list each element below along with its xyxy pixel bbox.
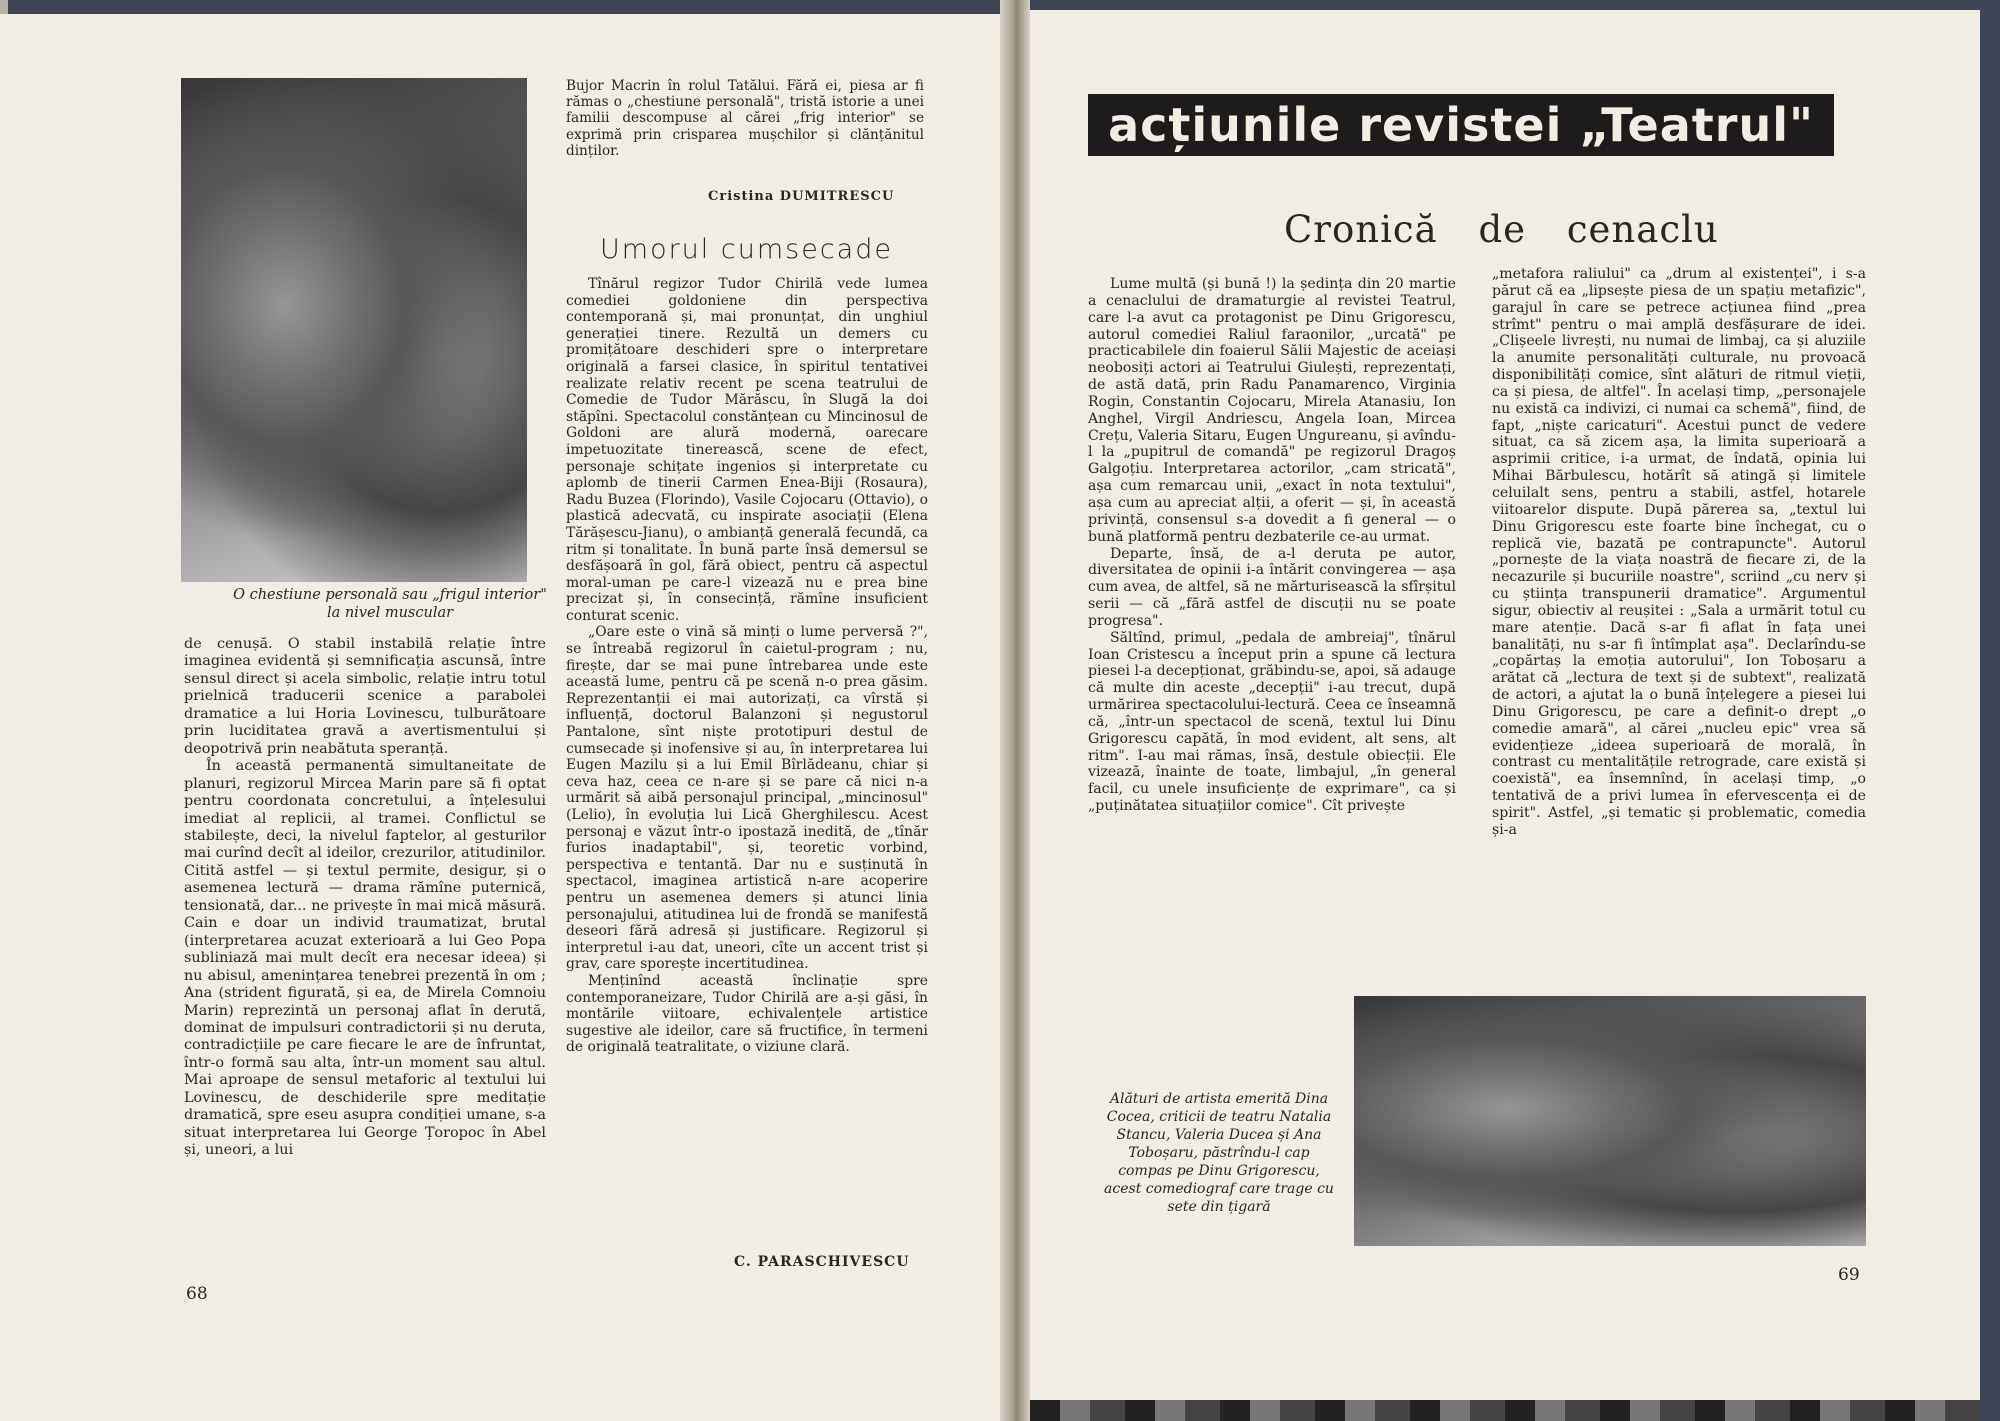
right-photo: [1354, 996, 1866, 1246]
page-number-right: 69: [1838, 1265, 1860, 1285]
article-column: [566, 276, 928, 1056]
left-bottom-column: [184, 636, 546, 1160]
left-page: [0, 14, 1012, 1421]
paragraph: Săltînd, primul, „pedala de ambreiaj", tînărul Ioan Cristescu a început prin a spune că lectura piesei l-a decepționat, grăbindu-se, apoi, să adauge că multe din aceste „decepții" i-au trecut, după urmărirea spectacolului-lectură. Ceea ce înseamnă că, „într-un spectacol de scenă, textul lui Dinu Grigorescu capătă, în mod evident, alt sens, alt ritm". I-au mai rămas, însă, destule obiecții. Ele vizează, înainte de toate, limbajul, „în general facil, cu unele insuficiențe de exprimare", ca și „puținătatea situațiilor comice". Cît privește: [1088, 629, 1456, 815]
left-photo-caption: O chestiune personală sau „frigul interior" la nivel muscular: [233, 587, 547, 621]
bottom-edge-strip: [1030, 1400, 1980, 1421]
article-paragraph: Tînărul regizor Tudor Chirilă vede lumea comediei goldoniene din perspectiva contemporană și, mai pronunțat, din unghiul generației tinere. Rezultă un demers cu promițătoare deschideri spre o interpretare originală a farsei clasice, în spiritul tentativei realizate relativ recent pe scena teatrului de Comedie de Tudor Mărăscu, în Slugă la doi stăpîni. Spectacolul constănțean cu Mincinosul de Goldoni are alură modernă, oarecare impetuozitate tinerească, scene de efect, personaje schițate ingenios și interpretate cu aplomb de tinerii Carmen Enea-Biji (Rosaura), Radu Buzea (Florindo), Vasile Cojocaru (Ottavio), o plastică adecvată, cu inspirate asociații (Elena Tărășescu-Jianu), o ambianță generală fecundă, ca ritm și tonalitate. În bună parte însă demersul se desfășoară în gol, fără obiect, pentru că aspectul moral-uman pe care-l vizează nu e prea bine precizat și, în consecință, rămîne insuficient conturat scenic.: [566, 276, 928, 624]
right-photo-caption: Alături de artista emerită Dina Cocea, criticii de teatru Natalia Stancu, Valeria Ducea și Ana Toboșaru, păstrîndu-l cap compas pe Dinu Grigorescu, acest comediograf care trage cu sete din țigară: [1104, 1091, 1334, 1215]
paragraph: Lume multă (și bună !) la ședința din 20 martie a cenaclului de dramaturgie al revistei Teatrul, care l-a avut ca protagonist pe Dinu Grigorescu, autorul comediei Raliul faraonilor, „urcată" pe practicabilele din foaierul Sălii Majestic de aceiași neobosiți actori ai Teatrului Giulești, reprezentați, de astă dată, prin Radu Panamarenco, Virginia Rogin, Constantin Cojocaru, Mirela Atanasiu, Ion Anghel, Virgil Andriescu, Angela Ioan, Mircea Crețu, Valeria Sitaru, Eugen Ungureanu, și avîndu-l la „pupitrul de comandă" pe regizorul Dragoș Galgoțiu. Interpretarea actorilor, „cam stricată", așa cum remarcau unii, „exact în nota textului", așa cum au apreciat alții, a oferit — și, în această privință, consensul s-a dovedit a fi general — o bună platformă pentru dezbaterile ce-au urmat.: [1088, 276, 1456, 545]
article-paragraph: Menținînd această înclinație spre contemporaneizare, Tudor Chirilă are a-și găsi, în montările viitoare, echivalențele artistice sugestive ale ideilor, care să fructifice, în termeni de originală teatralitate, o viziune clară.: [566, 972, 928, 1056]
article-heading: Cronică de cenaclu: [1284, 208, 1719, 251]
article-paragraph: „Oare este o vină să minți o lume perversă ?", se întreabă regizorul în caietul-program ; nu, firește, dar se mai pune întrebarea unde este această lume, pentru că pe scenă n-o prea găsim. Reprezentanții ei mai autorizați, ca vîrstă și influență, doctorul Balanzoni și negustorul Pantalone, sînt niște prototipuri destul de cumsecade și inofensive și au, în interpretarea lui Eugen Mazilu și a lui Emil Bîrlădeanu, chiar și ceva haz, ceea ce n-are și se pare că nici n-a urmărit să aibă personajul principal, „mincinosul" (Lelio), în evoluția lui Lică Gherghilescu. Acest personaj e văzut într-o ipostază inedită, de „tînăr furios inadaptabil", și, teoretic vorbind, perspectiva e tentantă. Dar nu e susținută în spectacol, imaginea artistică n-are acoperire pentru un asemenea demers și atunci linia personajului, atitudinea lui de frondă se manifestă deseori fără adresă și justificare. Regizorul și interpretul i-au dat, uneori, cîte un accent trist și grav, care sporește incertitudinea.: [566, 624, 928, 973]
right-page: [1016, 10, 1980, 1400]
paragraph: de cenușă. O stabil instabilă relație între imaginea evidentă și semnificația ascunsă, între sensul direct și acela simbolic, relație intru totul prielnică traducerii scenice a parabolei dramatice a lui Horia Lovinescu, tulburătoare prin luciditatea gravă a avertismentului și deopotrivă prin neabătuta speranță.: [184, 636, 546, 757]
right-col-1: [1088, 276, 1456, 815]
intro-paragraph: Bujor Macrin în rolul Tatălui. Fără ei, piesa ar fi rămas o „chestiune personală", tristă istorie a unei familii descompuse al cărei „frig interior" se exprimă prin crisparea mușchilor și clănțănitul dinților.: [566, 78, 924, 159]
right-col-2: [1492, 266, 1866, 839]
paragraph: „metafora raliului" ca „drum al existenței", i s-a părut că ea „lipsește piesa de un spațiu metafizic", garajul în care se petrece acțiunea fiind „prea strîmt" pentru o mai amplă desfășurare de idei. „Clișeele livrești, nu numai de limbaj, ca și aluziile la anumite personalități culturale, nu provoacă disponibilități comice, sînt alături de ritmul vieții, ca și piesa, de altfel". În același timp, „personajele nu există ca indivizi, ci numai ca schemă", fiind, de fapt, „niște caricaturi". Acestui punct de vedere situat, ca să zicem așa, la limita superioară a asprimii critice, i-a urmat, de îndată, opinia lui Mihai Bărbulescu, hotărît să atingă și limitele celuilalt sens, pentru a stabili, astfel, hotarele viitoarelor dispute. După părerea sa, „textul lui Dinu Grigorescu este foarte bine închegat, cu o replică vie, bazată pe contrapuncte". Autorul „pornește de la viața noastră de fiecare zi, de la necazurile și bucuriile noastre", scriind „cu nerv și cu știința transpunerii dramatice". Argumentul sigur, obiectiv al reușitei : „Sala a urmărit totul cu mare atenție. Dacă s-ar fi aflat în fața unei banalități, nu s-ar fi întîmplat așa". Declarîndu-se „copărtaș la emoția autorului", Ion Toboșaru a arătat că „lectura de text și de subtext", realizată de actori, a ajutat la o bună înțelegere a piesei lui Dinu Grigorescu, pe care a definit-o drept „o comedie amară", al cărei „nucleu epic" vrea să evidențieze „ideea superioară de morală, în contrast cu mentalitățile retrograde, care există și coexistă", ea însemnînd, în același timp, „o tentativă de a privi lumea în efervescența ei de spirit". Astfel, „și tematic și problematic, comedia și-a: [1492, 266, 1866, 838]
signature-cristina: Cristina DUMITRESCU: [708, 189, 895, 204]
paragraph: Departe, însă, de a-l deruta pe autor, diversitatea de opinii i-a întărit convingerea — așa cum avea, de altfel, să ne mărturisească la sfîrșitul serii — că „fără astfel de discuții nu se poate progresa".: [1088, 545, 1456, 629]
left-photo: [181, 78, 527, 582]
right-top-column: [566, 78, 924, 159]
page-number-left: 68: [186, 1284, 208, 1304]
article-title: Umorul cumsecade: [600, 234, 893, 265]
banner-heading: acțiunile revistei „Teatrul": [1088, 94, 1834, 156]
signature-paraschivescu: C. PARASCHIVESCU: [734, 1254, 910, 1270]
book-spine: [1000, 0, 1030, 1421]
paragraph: În această permanentă simultaneitate de planuri, regizorul Mircea Marin pare să fi optat pentru coordonata concretului, a înțelesului imediat al replicii, al tramei. Conflictul se stabilește, deci, la nivelul faptelor, al gesturilor mai curînd decît al ideilor, crezurilor, atitudinilor. Citită astfel — și textul permite, desigur, și o asemenea lectură — drama rămîne puternică, tensionată, dar... ne privește în mai mică măsură. Cain e doar un individ traumatizat, brutal (interpretarea acuzat exterioară a lui Geo Popa subliniază mai mult decît era necesar ideea) și nu abisul, amenințarea tenebrei prezentă în om ; Ana (strident figurată, și ea, de Mirela Comnoiu Marin) reprezintă un personaj aflat în derută, dominat de impulsuri contradictorii și nu deruta, contradicțiile pe care fiecare le are de înfruntat, într-o formă sau alta, într-un moment sau altul. Mai aproape de sensul metaforic al textului lui Lovinescu, de deschiderile spre meditație dramatică, spre eseu asupra condiției umane, s-a situat interpretarea lui George Țoropoc în Abel și, uneori, a lui: [184, 758, 546, 1159]
